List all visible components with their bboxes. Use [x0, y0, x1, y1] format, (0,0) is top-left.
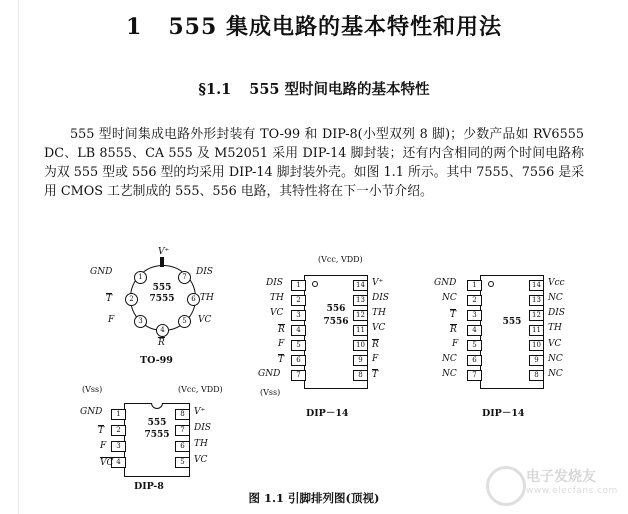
dip8-right-pin-5: 5: [175, 457, 190, 468]
figure-dip14-555: [432, 255, 592, 419]
dip14-555-package-label: DIP－14: [482, 408, 525, 419]
dip8-left-pin-2: 2: [111, 425, 126, 436]
to99-chip-name: 555 7555: [149, 283, 175, 304]
to99-package-label: TO-99: [140, 355, 173, 366]
dip14-556-label-trigger: T: [278, 355, 285, 365]
dip14-556-left-pin-2: 2: [291, 295, 306, 306]
dip8-label-gnd: GND: [80, 407, 103, 417]
to99-label-reset: R: [158, 338, 165, 348]
dip8-right-pin-8: 8: [175, 409, 190, 420]
dip14-555-label-gnd: GND: [434, 278, 457, 288]
dip8-label-reset: VC: [100, 458, 114, 468]
dip14-555-label-nc7: NC: [442, 369, 457, 379]
dip14-555-label-reset: R: [450, 325, 457, 335]
dip14-556-pin1-dot: [312, 281, 318, 287]
to99-label-vc: VC: [198, 315, 212, 325]
dip8-left-pin-1: 1: [111, 409, 126, 420]
dip14-556-left-pin-4: 4: [291, 325, 306, 336]
dip14-555-right-pin-12: 12: [529, 310, 544, 321]
watermark-ring-icon: [486, 466, 526, 506]
dip14-555-label-th: TH: [548, 323, 562, 333]
dip14-556-label-out2: F: [372, 354, 379, 364]
dip14-555-right-pin-9: 9: [529, 355, 544, 366]
section-title: [0, 78, 628, 99]
dip14-555-right-pin-8: 8: [529, 370, 544, 381]
figure-caption: 图 1.1 引脚排列图(顶视): [248, 491, 380, 505]
dip8-package-label: DIP-8: [134, 481, 164, 492]
to99-label-dis: DIS: [196, 267, 213, 277]
dip14-556-label-gnd: GND: [258, 369, 281, 379]
figure-dip14-556: [258, 255, 422, 419]
dip14-555-left-pin-1: 1: [467, 280, 482, 291]
dip14-556-right-pin-11: 11: [353, 325, 368, 336]
dip14-555-label-nc8: NC: [548, 369, 563, 379]
watermark: [482, 464, 622, 510]
dip14-555-label-trigger: T: [450, 310, 457, 320]
to99-pin-2: 2: [125, 293, 138, 306]
chapter-title-text: 555 集成电路的基本特性和用法: [168, 14, 502, 40]
dip8-note-vcc: (Vcc, VDD): [178, 385, 223, 394]
to99-tab: [160, 257, 164, 267]
dip14-555-chip-name: 555: [502, 317, 522, 327]
dip14-555-left-pin-3: 3: [467, 310, 482, 321]
dip8-left-pin-4: 4: [111, 457, 126, 468]
dip14-555-left-pin-7: 7: [467, 370, 482, 381]
dip14-555-label-nc2: NC: [442, 293, 457, 303]
dip14-555-label-dis: DIS: [548, 308, 565, 318]
watermark-subtitle: www.elecfans.com: [526, 486, 618, 496]
dip14-556-label-dis2: DIS: [372, 293, 389, 303]
to99-pin-3: 3: [134, 315, 147, 328]
to99-label-vplus: V⁺: [158, 247, 170, 257]
dip14-556-label-vplus: V⁺: [372, 278, 384, 288]
dip8-label-th: TH: [194, 439, 208, 449]
dip14-555-right-pin-10: 10: [529, 340, 544, 351]
to99-label-th: TH: [200, 293, 214, 303]
to99-pin-4: 4: [156, 324, 169, 337]
dip14-556-right-pin-8: 8: [353, 370, 368, 381]
to99-pin-1: 1: [134, 271, 147, 284]
dip14-555-label-out: F: [452, 339, 459, 349]
dip14-555-label-nc9: NC: [548, 354, 563, 364]
dip14-556-label-th2: TH: [372, 308, 386, 318]
dip14-556-right-pin-10: 10: [353, 340, 368, 351]
dip14-556-label-trigger2: T: [372, 370, 379, 380]
dip8-label-dis: DIS: [194, 423, 211, 433]
dip14-555-pin1-dot: [488, 281, 494, 287]
dip14-556-left-pin-6: 6: [291, 355, 306, 366]
dip14-556-left-pin-5: 5: [291, 340, 306, 351]
dip14-556-right-pin-14: 14: [353, 280, 368, 291]
figure-area: [0, 245, 628, 495]
section-number: §1.1: [198, 81, 232, 98]
section-title-text: 555 型时间电路的基本特性: [249, 81, 430, 98]
dip14-556-label-reset: R: [278, 325, 285, 335]
dip8-left-pin-3: 3: [111, 441, 126, 452]
dip8-label-vc: VC: [194, 455, 208, 465]
dip14-555-label-nc6: NC: [442, 354, 457, 364]
dip8-label-trigger: T: [98, 426, 105, 436]
dip14-556-right-pin-12: 12: [353, 310, 368, 321]
dip14-556-left-pin-1: 1: [291, 280, 306, 291]
dip14-556-label-vc2: VC: [372, 323, 386, 333]
dip14-555-left-pin-6: 6: [467, 355, 482, 366]
dip14-556-label-th: TH: [270, 293, 284, 303]
dip14-556-label-dis: DIS: [266, 278, 283, 288]
dip14-556-label-out: F: [278, 339, 285, 349]
dip8-chip-name: 555 7555: [144, 418, 170, 440]
dip14-555-label-vc: VC: [548, 339, 562, 349]
dip14-555-left-pin-4: 4: [467, 325, 482, 336]
to99-pin-6: 6: [187, 293, 200, 306]
dip8-right-pin-7: 7: [175, 425, 190, 436]
dip8-label-vplus: V⁺: [194, 407, 206, 417]
dip14-556-label-reset2: R: [372, 340, 379, 350]
body-paragraph: 555 型时间集成电路外形封装有 TO-99 和 DIP-8(小型双列 8 脚)；少数产品如 RV6555 DC、LB 8555、CA 555 及 M52051 采用 DIP-14 脚封装；还有内含相同的两个时间电路称为双 555 型或 556 型的均采用 DIP-14 脚封装外壳。如图 1.1 所示。其中 7555、7556 是采用 CMOS 工艺制成的 555、556 电路，其特性将在下一小节介绍。: [44, 127, 584, 199]
dip14-556-chip-name: 556 7556: [323, 304, 349, 327]
dip14-555-left-pin-2: 2: [467, 295, 482, 306]
dip14-555-label-nc13: NC: [548, 293, 563, 303]
dip14-555-right-pin-11: 11: [529, 325, 544, 336]
to99-label-out: F: [108, 315, 115, 325]
dip14-555-right-pin-14: 14: [529, 280, 544, 291]
dip14-555-label-vcc: Vcc: [548, 278, 565, 288]
dip14-556-right-pin-13: 13: [353, 295, 368, 306]
dip14-556-right-pin-9: 9: [353, 355, 368, 366]
dip14-556-package-label: DIP－14: [306, 408, 349, 419]
to99-label-gnd: GND: [90, 267, 113, 277]
dip14-556-left-pin-7: 7: [291, 370, 306, 381]
figure-dip8: [80, 385, 236, 495]
dip14-556-note-vcc: (Vcc, VDD): [318, 255, 363, 264]
figure-to99: [90, 247, 220, 366]
watermark-title: 电子发烧友: [526, 469, 596, 485]
dip14-555-right-pin-13: 13: [529, 295, 544, 306]
dip14-556-left-pin-3: 3: [291, 310, 306, 321]
to99-label-trigger: T: [106, 294, 113, 304]
dip8-right-pin-6: 6: [175, 441, 190, 452]
dip14-555-left-pin-5: 5: [467, 340, 482, 351]
to99-pin-7: 7: [178, 271, 191, 284]
dip8-label-out: F: [100, 441, 107, 451]
dip8-note-vss: (Vss): [82, 385, 103, 394]
to99-pin-5: 5: [178, 315, 191, 328]
chapter-number: 1: [126, 14, 143, 40]
dip14-556-note-vss: (Vss): [260, 388, 281, 397]
page-title: [0, 10, 628, 41]
dip14-556-label-vc: VC: [270, 308, 284, 318]
